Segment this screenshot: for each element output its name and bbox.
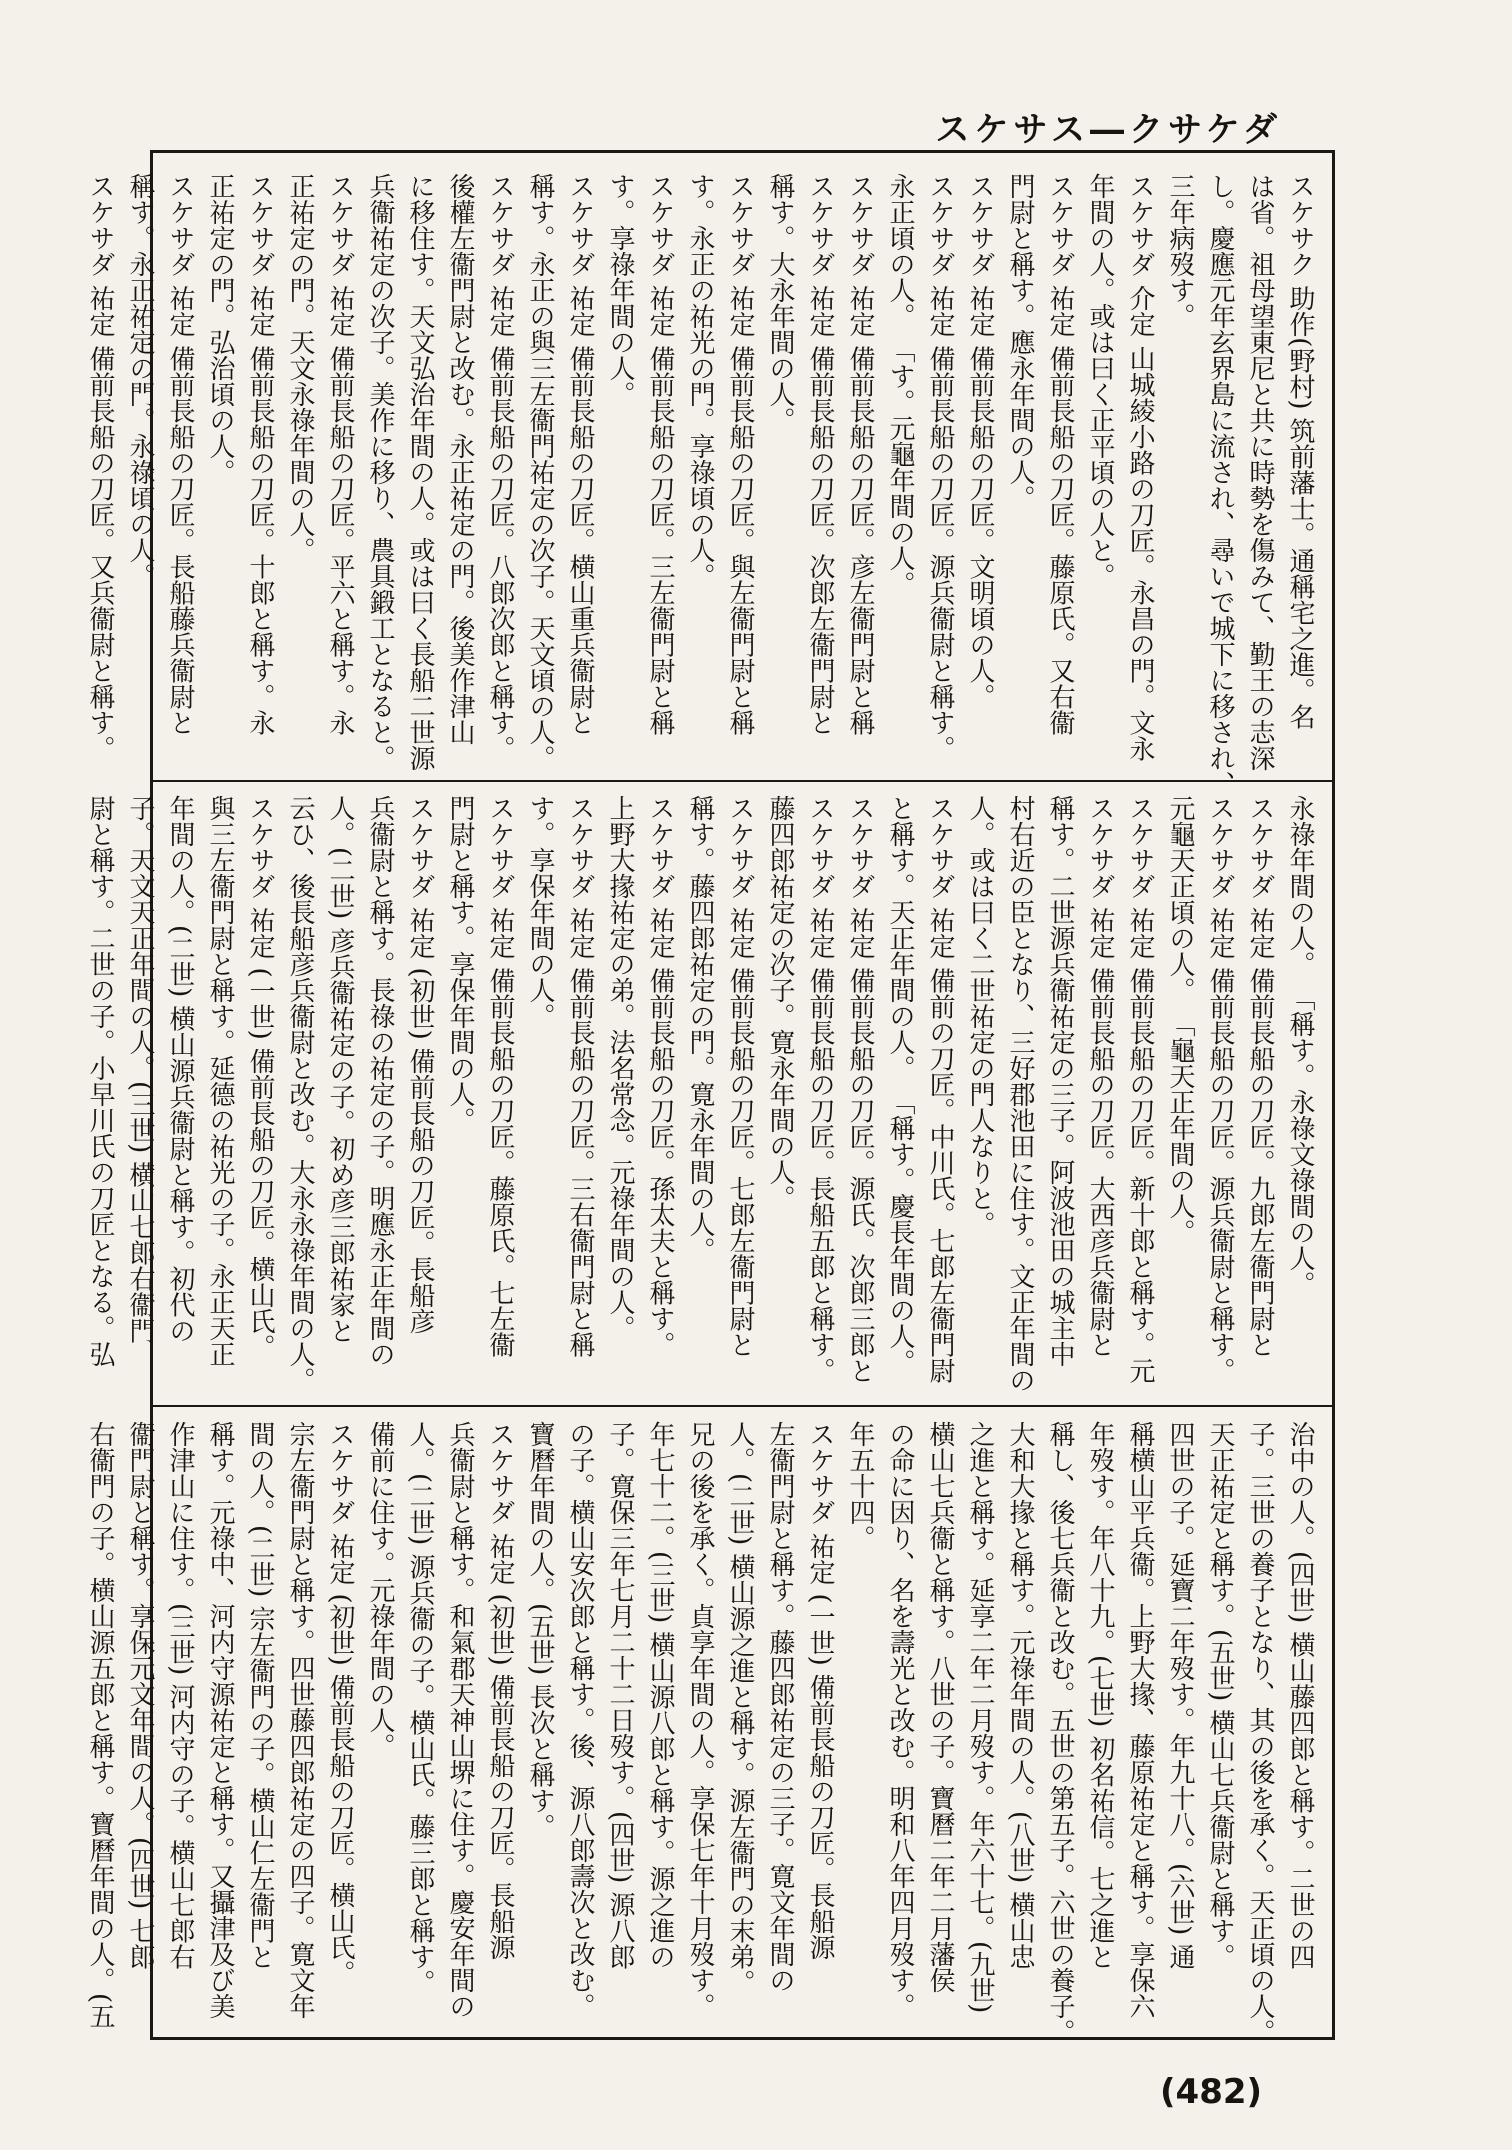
text-column: 人。或は曰く二世祐定の門人なりと。 [965, 795, 995, 1237]
text-column: 門尉と稱す。享保年間の人。 [445, 795, 475, 1133]
text-column: スケサダ 祐定 備前長船の刀匠。孫太夫と稱す。 [645, 795, 675, 1358]
text-column: スケサダ 祐定 備前長船の刀匠。八郎次郎と稱す。 [485, 173, 515, 762]
text-column: 永祿年間の人。 「稱す。永祿文祿間の人。 [1285, 795, 1315, 1298]
text-column: 年歿す。年八十九。(七世) 初名祐信。七之進と [1085, 1421, 1115, 1970]
text-column: の命に因り、名を壽光と改む。明和八年四月歿す。 [885, 1421, 915, 2019]
text-column: 子。寛保三年七月二十二日歿す。(四世) 源八郎 [605, 1421, 635, 1970]
text-column: スケサダ 祐定 備前長船の刀匠。藤原氏。又右衞 [1045, 173, 1075, 736]
text-column: 村右近の臣となり、三好郡池田に住す。文正年間の [1005, 795, 1035, 1393]
text-column: 稱横山平兵衞。上野大掾、藤原祐定と稱す。享保六 [1125, 1421, 1155, 2019]
text-column: 人。(二世) 源兵衞の子。横山氏。藤三郎と稱す。 [405, 1421, 435, 1996]
text-column: に移住す。天文弘治年間の人。或は曰く長船二世源 [405, 173, 435, 771]
text-column: 兵衞尉と稱す。長祿の祐定の子。明應永正年間の [365, 795, 395, 1367]
text-column: 作津山に住す。(三世) 河内守の子。横山七郎右 [165, 1421, 195, 1970]
lower-band [85, 1421, 1320, 2045]
text-column: スケサダ 祐定 (一世) 備前長船の刀匠。長船源 [805, 1421, 835, 1961]
text-column: 元龜天正頃の人。 「龜天正年間の人。 [1165, 795, 1195, 1246]
text-column: 尉と稱す。二世の子。小早川氏の刀匠となる。弘 [85, 795, 115, 1367]
text-column: 左衞門尉と稱す。藤四郎祐定の三子。寛文年間の [765, 1421, 795, 1993]
text-column: スケサダ 祐定 備前長船の刀匠。又兵衞尉と稱す。 [85, 173, 115, 762]
text-column: 横山七兵衞と稱す。八世の子。寶曆二年二月藩侯 [925, 1421, 955, 1993]
text-column: 三年病歿す。 [1165, 173, 1195, 329]
text-column: 治中の人。(四世) 横山藤四郎と稱す。二世の四 [1285, 1421, 1315, 1970]
text-column: 四世の子。延寶二年歿す。年九十八。(六世) 通 [1165, 1421, 1195, 1970]
text-column: スケサダ 祐定 (初世) 備前長船の刀匠。長船源 [485, 1421, 515, 1961]
text-column: スケサダ 祐定 (一世) 備前長船の刀匠。横山氏。 [245, 795, 275, 1361]
text-column: 云ひ、後長船彦兵衞尉と改む。大永永祿年間の人。 [285, 795, 315, 1393]
text-column: す。永正の祐光の門。享祿頃の人。 [685, 173, 715, 589]
text-column: 衞門尉と稱す。享保元文年間の人。(四世) 七郎 [125, 1421, 155, 1970]
text-column: スケサダ 祐定 備前長船の刀匠。長船藤兵衞尉と [165, 173, 195, 736]
text-column: 稱す。元祿中、河内守源祐定と稱す。又攝津及び美 [205, 1421, 235, 2019]
text-column: の子。横山安次郎と稱す。後、源八郎壽次と改む。 [565, 1421, 595, 2019]
text-column: 間の人。(二世) 宗左衞門の子。横山仁左衞門と [245, 1421, 275, 1970]
text-column: スケサダ 祐定 備前長船の刀匠。長船五郎と稱す。 [805, 795, 835, 1384]
dictionary-frame [85, 150, 1335, 2045]
middle-band [85, 795, 1320, 1393]
text-column: スケサダ 祐定 備前長船の刀匠。三右衞門尉と稱 [565, 795, 595, 1358]
text-column: スケサダ 祐定 備前の刀匠。中川氏。七郎左衞門尉 [925, 795, 955, 1384]
text-column: 正祐定の門。天文永祿年間の人。 [285, 173, 315, 563]
upper-band [85, 173, 1320, 797]
running-head: スケサス―クサケダ [935, 110, 1282, 150]
text-column: スケサダ 祐定 備前長船の刀匠。七郎左衞門尉と [725, 795, 755, 1358]
text-column: 藤四郎祐定の次子。寛永年間の人。 [765, 795, 795, 1211]
text-column: と稱す。天正年間の人。 「稱す。慶長年間の人。 [885, 795, 915, 1376]
text-column: スケサク 助作(野村) 筑前藩士。通稱宅之進。名 [1285, 173, 1315, 730]
text-column: 年間の人。(二世) 横山源兵衞尉と稱す。初代の [165, 795, 195, 1344]
text-column: スケサダ 祐定 備前長船の刀匠。源兵衞尉と稱す。 [925, 173, 955, 762]
text-column: 備前に住す。元祿年間の人。 [365, 1421, 395, 1759]
text-column: スケサダ 祐定 (初世) 備前長船の刀匠。長船彦 [405, 795, 435, 1335]
text-column: 之進と稱す。延享二年二月歿す。年六十七。(九世) [965, 1421, 995, 2014]
text-column: スケサダ 祐定 備前長船の刀匠。十郎と稱す。永 [245, 173, 275, 736]
text-column: す。享保年間の人。 [525, 795, 555, 1029]
text-column: す。享祿年間の人。 [605, 173, 635, 407]
text-column: 上野大掾祐定の弟。法名常念。元祿年間の人。 [605, 795, 635, 1341]
text-column: 稱す。藤四郎祐定の門。寛永年間の人。 [685, 795, 715, 1263]
text-column: スケサダ 祐定 備前長船の刀匠。新十郎と稱す。元 [1125, 795, 1155, 1384]
text-column: 後權左衞門尉と改む。永正祐定の門。後美作津山 [445, 173, 475, 745]
text-column: 宗左衞門尉と稱す。四世藤四郎祐定の四子。寛文年 [285, 1421, 315, 2019]
text-column: スケサダ 祐定 備前長船の刀匠。平六と稱す。永 [325, 173, 355, 736]
band-divider [153, 1405, 1332, 1407]
text-column: 人。(二世) 彦兵衞祐定の子。初め彦三郎祐家と [325, 795, 355, 1344]
text-column: スケサダ 祐定 備前長船の刀匠。横山重兵衞尉と [565, 173, 595, 736]
text-column: 年間の人。或は曰く正平頃の人と。 [1085, 173, 1115, 589]
text-column: 兵衞尉と稱す。和氣郡天神山堺に住す。慶安年間の [445, 1421, 475, 2019]
text-column: 年七十二。(三世) 横山源八郎と稱す。源之進の [645, 1421, 675, 1970]
text-column: は省。祖母望東尼と共に時勢を傷みて、勤王の志深 [1245, 173, 1275, 771]
text-column: スケサダ 祐定 (初世) 備前長船の刀匠。横山氏。 [325, 1421, 355, 1987]
text-column: し。慶應元年玄界島に流され、尋いで城下に移され、 [1205, 173, 1235, 797]
text-column: 稱す。永正祐定の門。永祿頃の人。 [125, 173, 155, 589]
text-column: 年五十四。 [845, 1421, 875, 1551]
text-column: 人。(二世) 横山源之進と稱す。源左衞門の末弟。 [725, 1421, 755, 1996]
text-column: 右衞門の子。横山源五郎と稱す。寶曆年間の人。(五 [85, 1421, 115, 2030]
text-column: 子。天文天正年間の人。(三世) 横山七郎右衞門 [125, 795, 155, 1344]
text-column: スケサダ 祐定 備前長船の刀匠。與左衞門尉と稱 [725, 173, 755, 736]
text-column: スケサダ 祐定 備前長船の刀匠。文明頃の人。 [965, 173, 995, 710]
page-number: (482) [1160, 2072, 1263, 2112]
text-column: スケサダ 介定 山城綾小路の刀匠。永昌の門。文永 [1125, 173, 1155, 762]
text-column: スケサダ 祐定 備前長船の刀匠。次郎左衞門尉と [805, 173, 835, 736]
text-column: スケサダ 祐定 備前長船の刀匠。大西彦兵衞尉と [1085, 795, 1115, 1358]
text-column: 稱し、後七兵衞と改む。五世の第五子。六世の養子。 [1045, 1421, 1075, 2045]
text-column: 大和大掾と稱す。元祿年間の人。(八世) 横山忠 [1005, 1421, 1035, 1970]
text-column: スケサダ 祐定 備前長船の刀匠。源氏。次郎三郎と [845, 795, 875, 1384]
text-column: スケサダ 祐定 備前長船の刀匠。彦左衞門尉と稱 [845, 173, 875, 736]
text-column: 寶曆年間の人。(五世) 長次と稱す。 [525, 1421, 555, 1840]
text-column: 子。三世の養子となり、其の後を承く。天正頃の人。 [1245, 1421, 1275, 2045]
text-column: スケサダ 祐定 備前長船の刀匠。源兵衞尉と稱す。 [1205, 795, 1235, 1384]
text-column: 天正祐定と稱す。(五世) 横山七兵衞尉と稱す。 [1205, 1421, 1235, 1970]
text-column: 稱す。永正の與三左衞門祐定の次子。天文頃の人。 [525, 173, 555, 771]
text-column: スケサダ 祐定 備前長船の刀匠。三左衞門尉と稱 [645, 173, 675, 736]
text-column: 兵衞祐定の次子。美作に移り、農具鍛工となると。 [365, 173, 395, 771]
text-column: 兄の後を承く。貞享年間の人。享保七年十月歿す。 [685, 1421, 715, 2019]
text-column: スケサダ 祐定 備前長船の刀匠。藤原氏。七左衞 [485, 795, 515, 1358]
text-column: 門尉と稱す。應永年間の人。 [1005, 173, 1035, 511]
text-column: 與三左衞門尉と稱す。延德の祐光の子。永正天正 [205, 795, 235, 1367]
text-column: スケサダ 祐定 備前長船の刀匠。九郎左衞門尉と [1245, 795, 1275, 1358]
text-column: 稱す。大永年間の人。 [765, 173, 795, 433]
band-divider [153, 780, 1332, 782]
text-column: 永正頃の人。 「す。元龜年間の人。 [885, 173, 915, 598]
text-column: 稱す。二世源兵衞祐定の三子。阿波池田の城主中 [1045, 795, 1075, 1367]
text-column: 正祐定の門。弘治頃の人。 [205, 173, 235, 485]
